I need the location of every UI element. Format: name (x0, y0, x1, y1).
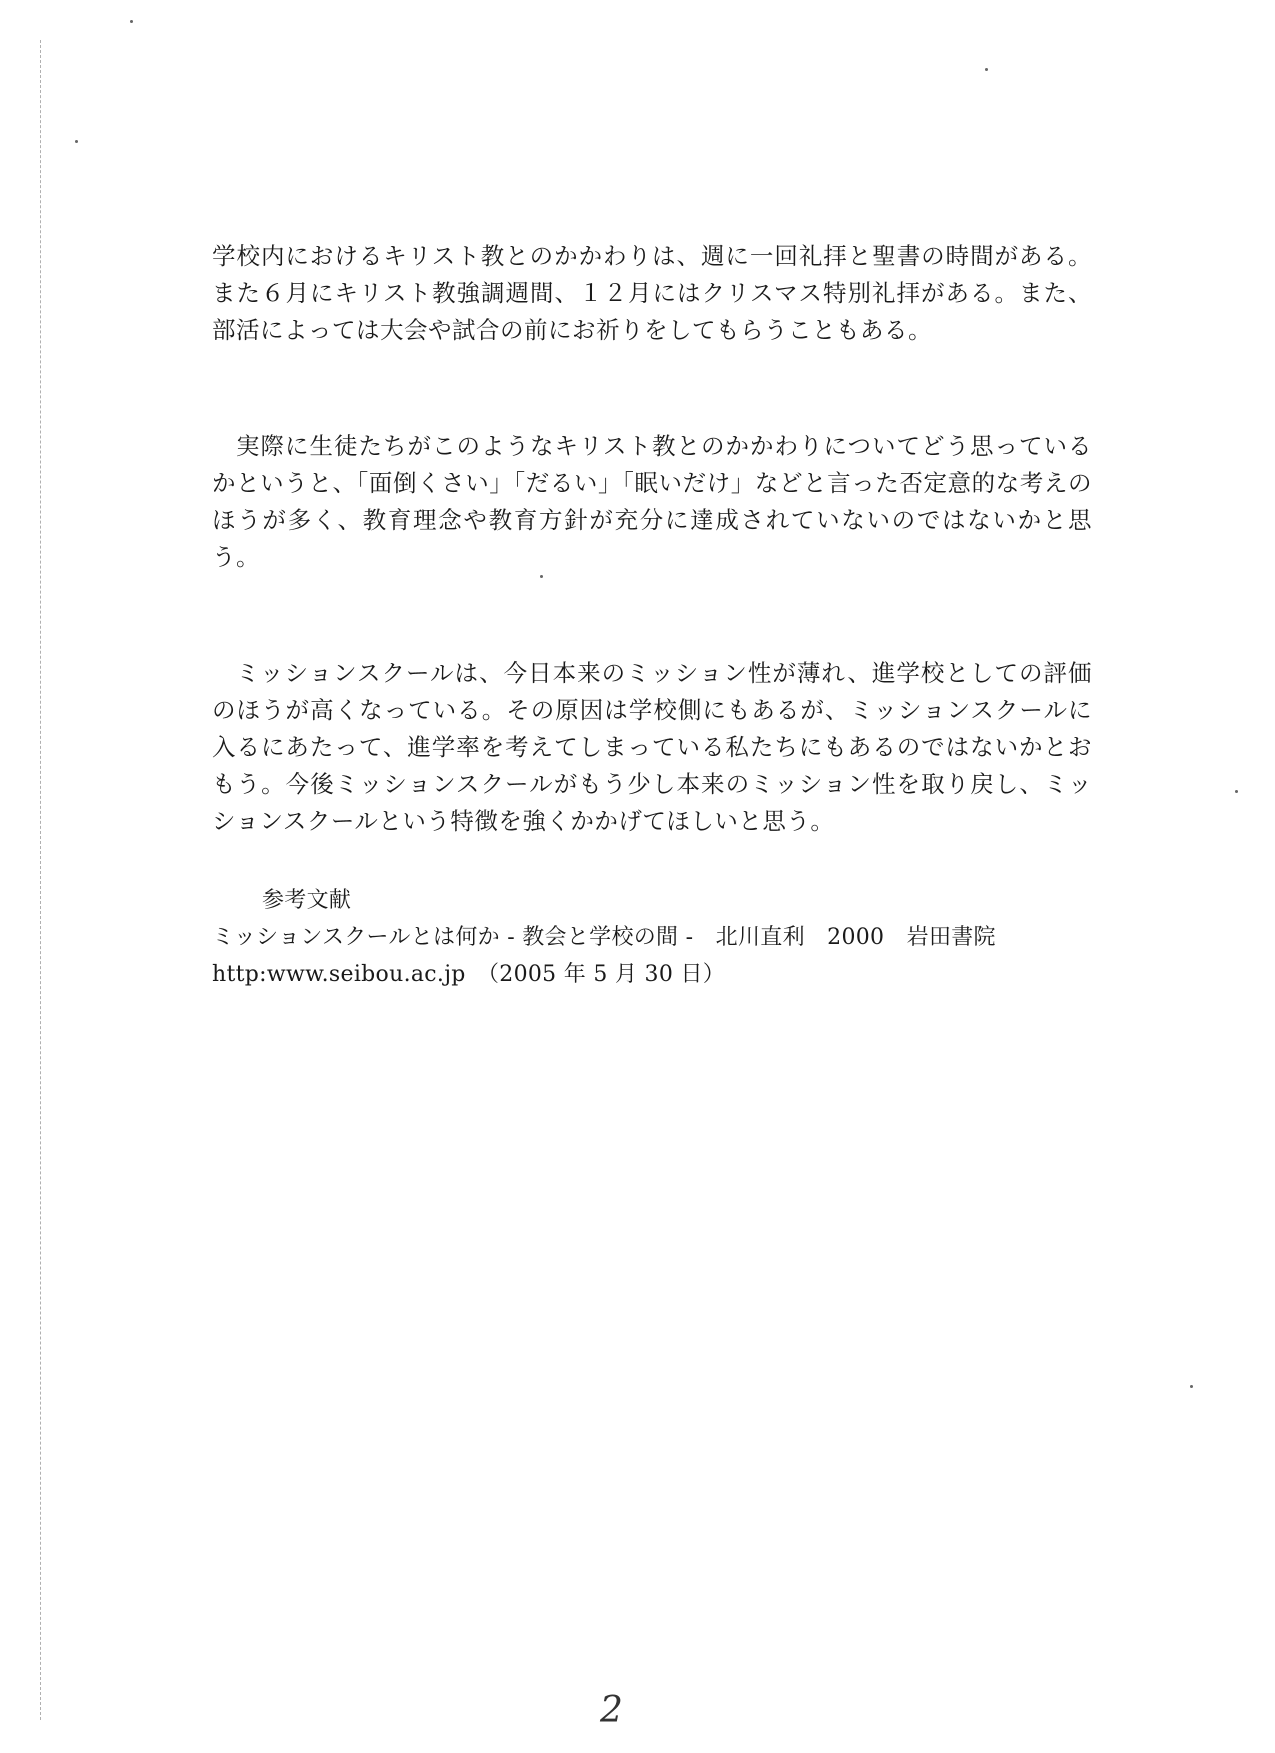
references-heading: 参考文献 (262, 888, 352, 913)
scan-speck (130, 20, 133, 23)
body-paragraph-1: 学校内におけるキリスト教とのかかわりは、週に一回礼拝と聖書の時間がある。また６月にキリスト教強調週間、１２月にはクリスマス特別礼拝がある。また、部活によっては大会や試合の前にお祈りをしてもらうこともある。 (212, 242, 1092, 344)
body-paragraph-2: 実際に生徒たちがこのようなキリスト教とのかかわりについてどう思っているかというと、「面倒くさい」「だるい」「眠いだけ」などと言った否定意的な考えのほうが多く、教育理念や教育方針が充分に達成されていないのではないかと思う。 (212, 432, 1092, 571)
reference-item-2: http:www.seibou.ac.jp （2005 年 5 月 30 日） (212, 962, 726, 987)
scan-speck (75, 140, 78, 143)
scan-speck (1235, 790, 1238, 793)
body-paragraph-3: ミッションスクールは、今日本来のミッション性が薄れ、進学校としての評価のほうが高くなっている。その原因は学校側にもあるが、ミッションスクールに入るにあたって、進学率を考えてしまっている私たちにもあるのではないかとおもう。今後ミッションスクールがもう少し本来のミッション性を取り戻し、ミッションスクールという特徴を強くかかげてほしいと思う。 (212, 659, 1092, 835)
page-number: 2 (600, 1690, 623, 1731)
scan-speck (985, 68, 988, 71)
scan-speck (1190, 1385, 1193, 1388)
references-section (212, 882, 1112, 993)
reference-item-1: ミッションスクールとは何か - 教会と学校の間 - 北川直利 2000 岩田書院 (212, 925, 996, 950)
scan-edge-line (40, 40, 41, 1720)
